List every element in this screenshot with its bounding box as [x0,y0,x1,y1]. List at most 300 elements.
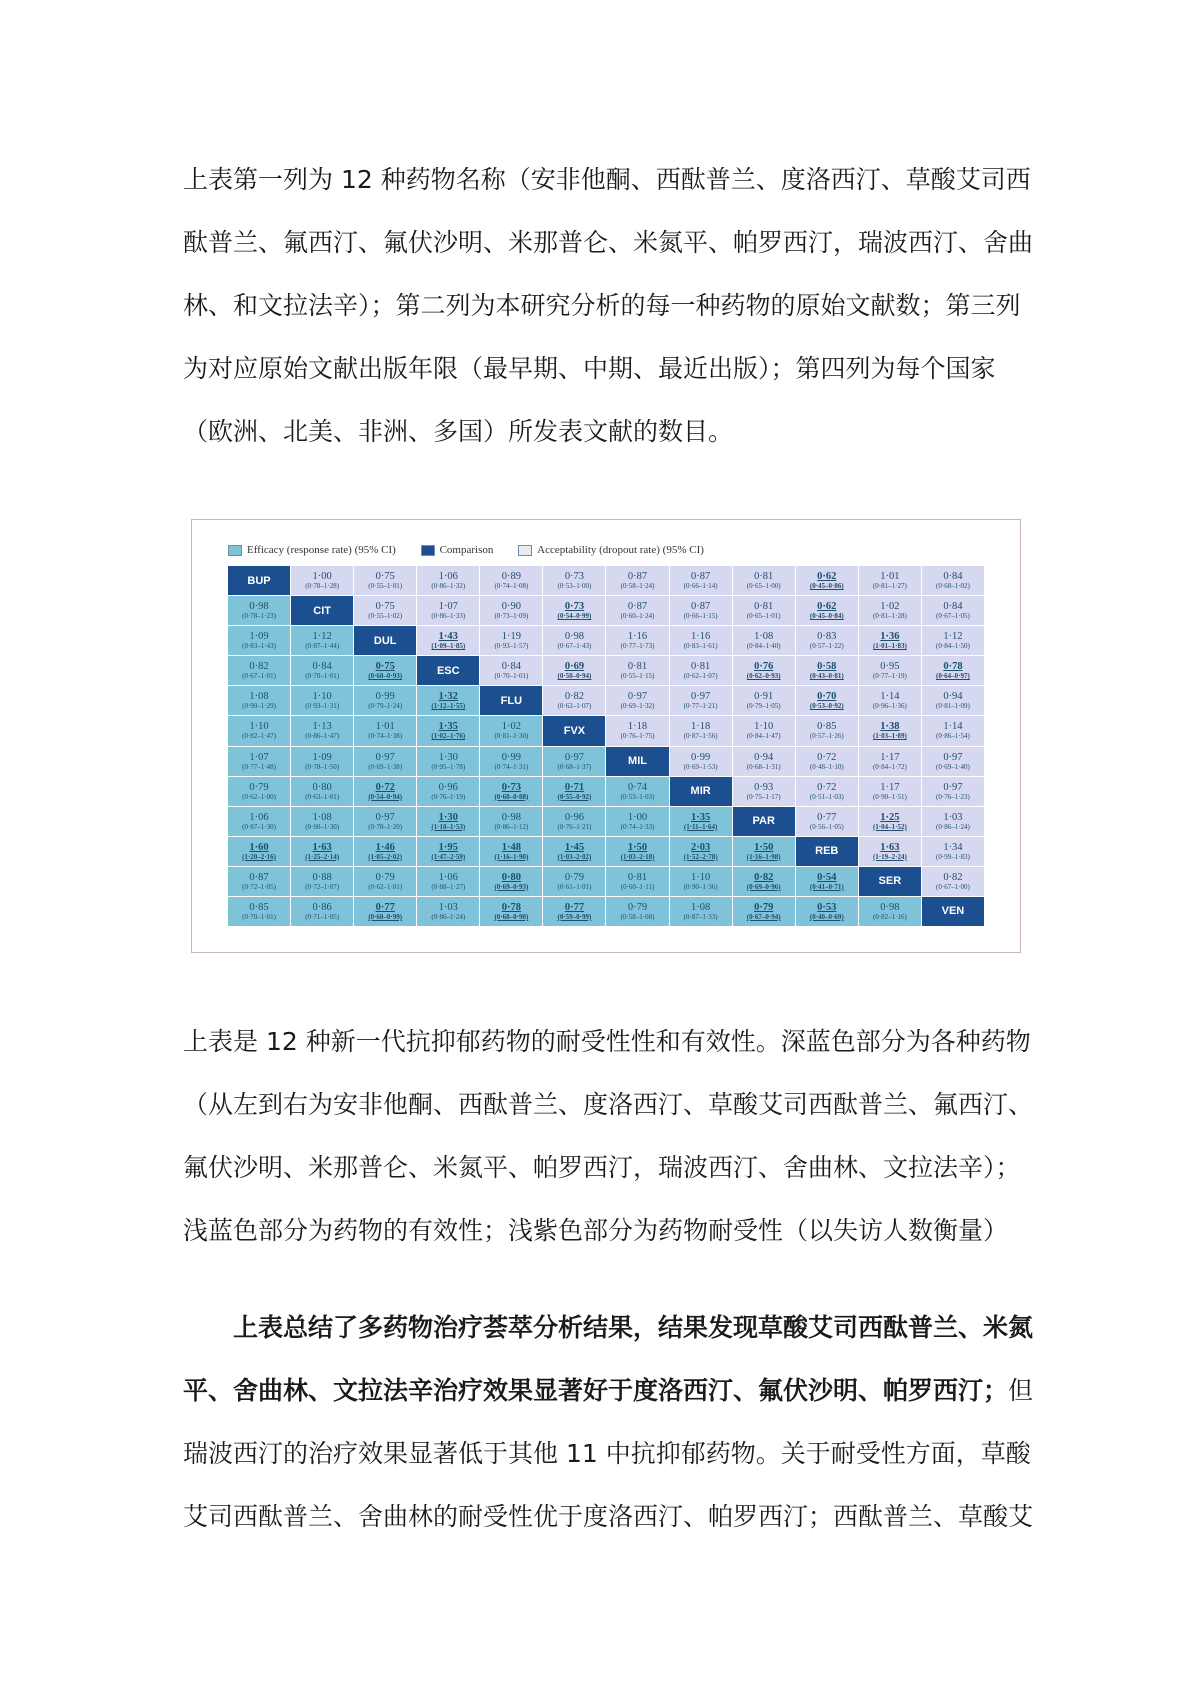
efficacy-cell [228,867,290,896]
efficacy-cell [670,807,732,836]
ratio-value: 1·95 [438,841,458,853]
acceptability-cell [670,596,732,625]
acceptability-cell [922,807,984,836]
ratio-value: 0·97 [627,691,648,703]
ratio-value: 1·06 [438,871,458,883]
confidence-interval: (0·45–0·86) [809,582,844,591]
drug-label-esc: ESC [417,656,479,685]
confidence-interval: (0·84–1·40) [746,642,781,651]
confidence-interval: (1·02–1·76) [431,732,466,741]
ratio-value: 1·63 [312,841,332,853]
confidence-interval: (0·66–1·15) [683,612,718,621]
efficacy-cell [543,867,605,896]
confidence-interval: (1·03–2·18) [620,852,655,861]
confidence-interval: (0·69–0·93) [494,882,529,891]
efficacy-cell [543,747,605,776]
acceptability-cell [480,596,542,625]
confidence-interval: (0·60–1·24) [620,612,655,621]
confidence-interval: (0·71–1·05) [305,912,340,921]
ratio-value: 1·35 [438,721,458,733]
confidence-interval: (0·69–1·40) [936,762,970,771]
text-line: 酞普兰、氟西汀、氟伏沙明、米那普仑、米氮平、帕罗西汀，瑞波西汀、舍曲 [183,228,1034,257]
confidence-interval: (0·69–1·53) [683,762,718,771]
acceptability-cell [606,626,668,655]
ratio-value: 1·35 [690,811,711,823]
efficacy-cell [480,897,542,926]
confidence-interval: (1·16–1·90) [494,852,529,861]
confidence-interval: (0·55–0·92) [557,792,592,801]
ratio-value: 0·84 [312,661,332,673]
ratio-value: 0·62 [817,571,837,583]
confidence-interval: (0·81–1·28) [872,612,907,621]
acceptability-cell [606,686,668,715]
ratio-value: 0·82 [564,691,585,703]
efficacy-cell [228,897,290,926]
acceptability-cell [922,686,984,715]
acceptability-cell [606,716,668,745]
ratio-value: 0·79 [249,781,269,793]
ratio-value: 1·12 [943,631,963,643]
ratio-value: 1·38 [880,721,900,733]
confidence-interval: (0·65–1·01) [746,612,781,621]
confidence-interval: (0·69–0·96) [746,882,781,891]
confidence-interval: (0·79–1·24) [368,702,403,711]
legend-swatch [518,545,532,556]
summary-paragraph [183,1296,1034,1548]
ratio-value: 1·17 [880,781,900,793]
acceptability-cell [922,777,984,806]
acceptability-cell [859,566,921,595]
acceptability-cell [670,747,732,776]
acceptability-cell [796,807,858,836]
ratio-value: 0·81 [754,601,774,613]
legend-label: Acceptability (dropout rate) (95% CI) [537,544,704,556]
confidence-interval: (0·54–0·94) [368,792,403,801]
confidence-interval: (0·78–1·50) [305,762,340,771]
ratio-value: 1·45 [564,841,585,853]
ratio-value: 1·34 [943,841,963,853]
ratio-value: 0·79 [627,901,648,913]
drug-label-mir: MIR [670,777,732,806]
acceptability-cell [543,596,605,625]
ratio-value: 1·09 [312,751,332,763]
confidence-interval: (0·83–1·43) [242,642,276,651]
confidence-interval: (1·10–1·53) [431,822,466,831]
ratio-value: 1·19 [501,631,521,643]
acceptability-cell [417,596,479,625]
ratio-value: 1·50 [754,841,774,853]
efficacy-cell [606,867,668,896]
ratio-value: 0·77 [817,811,837,823]
ratio-value: 0·74 [627,781,648,793]
confidence-interval: (0·58–1·24) [620,582,655,591]
confidence-interval: (1·16–1·98) [746,852,781,861]
text-line: 瑞波西汀的治疗效果显著低于其他 11 中抗抑郁药物。关于耐受性方面，草酸 [183,1439,1031,1468]
confidence-interval: (0·48–1·10) [809,762,844,771]
ratio-value: 0·85 [817,721,837,733]
efficacy-cell [291,867,353,896]
confidence-interval: (0·87–1·44) [305,642,340,651]
confidence-interval: (0·57–1·26) [809,732,844,741]
legend-label: Comparison [439,544,494,556]
confidence-interval: (0·40–0·69) [809,912,844,921]
acceptability-cell [859,747,921,776]
ratio-value: 0·84 [943,601,963,613]
acceptability-cell [606,656,668,685]
ratio-value: 1·48 [501,841,521,853]
text-line: （从左到右为安非他酮、西酞普兰、度洛西汀、草酸艾司西酞普兰、氟西汀、 [183,1090,1034,1119]
ratio-value: 1·30 [438,751,458,763]
text-line: 氟伏沙明、米那普仑、米氮平、帕罗西汀，瑞波西汀、舍曲林、文拉法辛）； [183,1153,1021,1182]
text-line: 为对应原始文献出版年限（最早期、中期、最近出版）；第四列为每个国家 [183,354,996,383]
confidence-interval: (0·65–1·00) [746,582,781,591]
ratio-value: 1·02 [880,601,900,613]
ratio-value: 0·54 [817,871,837,883]
efficacy-cell [291,747,353,776]
text-line: 浅蓝色部分为药物的有效性；浅紫色部分为药物耐受性（以失访人数衡量） [183,1216,1009,1245]
ratio-value: 1·10 [690,871,711,883]
confidence-interval: (0·86–1·54) [936,732,970,741]
ratio-value: 1·00 [627,811,648,823]
acceptability-cell [670,716,732,745]
ratio-value: 0·82 [754,871,774,883]
ratio-value: 0·81 [627,661,648,673]
efficacy-cell [859,897,921,926]
acceptability-cell [922,626,984,655]
acceptability-cell [859,716,921,745]
efficacy-cell [480,747,542,776]
text-line: 艾司西酞普兰、舍曲林的耐受性优于度洛西汀、帕罗西汀；西酞普兰、草酸艾 [183,1502,1034,1531]
acceptability-cell [922,716,984,745]
confidence-interval: (0·55–1·02) [368,612,403,621]
efficacy-cell [417,837,479,866]
confidence-interval: (0·74–1·31) [494,762,529,771]
acceptability-cell [543,626,605,655]
text-line: 上表是 12 种新一代抗抑郁药物的耐受性性和有效性。深蓝色部分为各种药物 [183,1027,1031,1056]
ratio-value: 0·79 [564,871,585,883]
ratio-value: 1·16 [690,631,711,643]
acceptability-cell [796,656,858,685]
confidence-interval: (0·62–1·00) [242,792,276,801]
confidence-interval: (0·70–1·01) [494,672,529,681]
confidence-interval: (0·67–1·00) [936,882,970,891]
confidence-interval: (0·68–1·02) [936,582,970,591]
ratio-value: 0·79 [754,901,774,913]
confidence-interval: (0·86–1·33) [431,612,466,621]
ratio-value: 0·72 [817,781,837,793]
efficacy-cell [291,777,353,806]
confidence-interval: (0·61–1·01) [557,882,592,891]
ratio-value: 0·53 [817,901,837,913]
confidence-interval: (0·82–1·16) [872,912,907,921]
confidence-interval: (0·62–0·93) [746,672,781,681]
confidence-interval: (0·74–1·08) [494,582,529,591]
efficacy-cell [480,837,542,866]
acceptability-cell [480,566,542,595]
confidence-interval: (0·43–0·81) [809,672,844,681]
confidence-interval: (0·84–1·72) [872,762,907,771]
efficacy-cell [291,686,353,715]
ratio-value: 0·87 [627,601,648,613]
ratio-value: 0·73 [564,571,585,583]
ratio-value: 0·77 [564,901,585,913]
confidence-interval: (0·81–1·27) [872,582,907,591]
ratio-value: 0·58 [817,661,837,673]
confidence-interval: (1·01–1·83) [872,642,907,651]
acceptability-cell [796,716,858,745]
confidence-interval: (1·19–2·24) [872,852,907,861]
ratio-value: 0·97 [943,751,963,763]
confidence-interval: (0·72–1·05) [242,882,276,891]
efficacy-cell [291,807,353,836]
efficacy-cell [228,596,290,625]
ratio-value: 0·89 [501,571,521,583]
ratio-value: 1·10 [312,691,332,703]
efficacy-cell [417,747,479,776]
confidence-interval: (0·67–1·05) [936,612,970,621]
legend-item-comparison [421,544,494,556]
ratio-value: 1·00 [312,571,332,583]
ratio-value: 0·73 [501,781,521,793]
confidence-interval: (0·41–0·71) [809,882,844,891]
confidence-interval: (0·88–1·27) [431,882,466,891]
ratio-value: 1·50 [627,841,648,853]
acceptability-cell [796,626,858,655]
ratio-value: 0·81 [690,661,711,673]
ratio-value: 1·08 [312,811,332,823]
efficacy-cell [733,897,795,926]
confidence-interval: (0·56–1·05) [809,822,844,831]
confidence-interval: (0·95–1·78) [431,762,466,771]
ratio-value: 1·03 [943,811,963,823]
efficacy-cell [228,686,290,715]
acceptability-cell [291,566,353,595]
ratio-value: 1·09 [249,631,269,643]
legend-item-acceptability [518,544,704,556]
text-line: 上表第一列为 12 种药物名称（安非他酮、西酞普兰、度洛西汀、草酸艾司西 [183,165,1031,194]
confidence-interval: (0·68–0·90) [494,912,529,921]
efficacy-cell [354,897,416,926]
ratio-value: 0·84 [943,571,963,583]
confidence-interval: (0·87–1·33) [683,912,718,921]
efficacy-cell [354,716,416,745]
efficacy-cell [291,626,353,655]
confidence-interval: (0·86–1·24) [431,912,466,921]
ratio-value: 0·85 [249,901,269,913]
ratio-value: 0·76 [754,661,774,673]
confidence-interval: (0·90–1·29) [242,702,276,711]
efficacy-cell [228,837,290,866]
confidence-interval: (0·77–1·73) [620,642,655,651]
confidence-interval: (0·81–1·30) [494,732,529,741]
confidence-interval: (0·62–1·07) [557,702,592,711]
efficacy-cell [543,837,605,866]
ratio-value: 0·95 [880,661,900,673]
acceptability-cell [922,867,984,896]
efficacy-cell [417,777,479,806]
bold-text: 平、舍曲林、文拉法辛治疗效果显著好于度洛西汀、氟伏沙明、帕罗西汀； [183,1376,1009,1405]
ratio-value: 1·06 [438,571,458,583]
acceptability-cell [859,656,921,685]
drug-label-dul: DUL [354,626,416,655]
confidence-interval: (0·76–1·75) [620,732,655,741]
confidence-interval: (0·84–1·47) [746,732,781,741]
efficacy-cell [606,837,668,866]
acceptability-cell [606,596,668,625]
acceptability-cell [670,566,732,595]
confidence-interval: (0·77–1·19) [872,672,907,681]
explanation-paragraph [183,1010,1034,1262]
acceptability-cell [606,566,668,595]
efficacy-cell [480,777,542,806]
confidence-interval: (0·67–1·43) [557,642,592,651]
confidence-interval: (0·76–1·23) [936,792,970,801]
acceptability-cell [733,566,795,595]
ratio-value: 0·62 [817,601,837,613]
acceptability-cell [859,777,921,806]
ratio-value: 0·87 [627,571,648,583]
efficacy-cell [480,807,542,836]
efficacy-cell [228,626,290,655]
text-line: 林、和文拉法辛）；第二列为本研究分析的每一种药物的原始文献数；第三列 [183,291,1021,320]
ratio-value: 0·81 [754,571,774,583]
ratio-value: 0·69 [564,661,585,673]
efficacy-cell [796,867,858,896]
confidence-interval: (0·74–1·38) [368,732,403,741]
ratio-value: 0·87 [690,601,711,613]
drug-label-mil: MIL [606,747,668,776]
intro-paragraph [183,148,1034,463]
acceptability-cell [733,596,795,625]
ratio-value: 0·91 [754,691,774,703]
confidence-interval: (0·78–1·20) [368,822,403,831]
efficacy-cell [606,777,668,806]
confidence-interval: (1·03–1·89) [872,732,907,741]
confidence-interval: (1·05–2·02) [368,852,403,861]
ratio-value: 0·80 [312,781,332,793]
ratio-value: 0·83 [817,631,837,643]
acceptability-cell [796,596,858,625]
ratio-value: 2·03 [690,841,711,853]
drug-label-ven: VEN [922,897,984,926]
confidence-interval: (0·51–1·03) [809,792,844,801]
ratio-value: 1·18 [690,721,711,733]
drug-label-cit: CIT [291,596,353,625]
confidence-interval: (0·68–1·37) [557,762,592,771]
confidence-interval: (0·55–1·15) [620,672,655,681]
efficacy-cell [291,716,353,745]
confidence-interval: (0·62–1·01) [368,882,403,891]
acceptability-cell [859,596,921,625]
confidence-interval: (0·60–0·99) [368,912,403,921]
efficacy-cell [291,837,353,866]
efficacy-cell [228,716,290,745]
text-line: （欧洲、北美、非洲、多国）所发表文献的数目。 [183,417,734,446]
acceptability-cell [796,566,858,595]
efficacy-cell [354,807,416,836]
confidence-interval: (0·73–1·09) [494,612,529,621]
ratio-value: 1·36 [880,631,900,643]
confidence-interval: (0·53–0·92) [809,702,844,711]
ratio-value: 0·87 [249,871,269,883]
ratio-value: 1·12 [312,631,332,643]
league-table-figure [191,519,1021,953]
confidence-interval: (0·84–1·50) [936,642,970,651]
ratio-value: 0·93 [754,781,774,793]
acceptability-cell [796,747,858,776]
efficacy-cell [670,837,732,866]
text-line-bold: 上表总结了多药物治疗荟萃分析结果，结果发现草酸艾司西酞普兰、米氮 [233,1313,1034,1342]
acceptability-cell [922,747,984,776]
legend-item-efficacy [228,544,396,556]
drug-label-par: PAR [733,807,795,836]
confidence-interval: (0·53–1·03) [620,792,655,801]
acceptability-cell [859,837,921,866]
confidence-interval: (0·69–1·38) [368,762,403,771]
ratio-value: 1·14 [943,721,963,733]
ratio-value: 0·90 [501,601,521,613]
confidence-interval: (0·78–1·23) [242,612,276,621]
acceptability-cell [859,626,921,655]
confidence-interval: (0·54–0·99) [557,612,592,621]
efficacy-cell [543,897,605,926]
confidence-interval: (0·53–1·00) [557,582,592,591]
acceptability-cell [417,566,479,595]
ratio-value: 1·25 [880,811,900,823]
acceptability-cell [922,596,984,625]
legend-label: Efficacy (response rate) (95% CI) [247,544,396,556]
efficacy-cell [228,777,290,806]
confidence-interval: (0·77–1·48) [242,762,276,771]
confidence-interval: (1·11–1·64) [683,822,718,831]
efficacy-cell [480,867,542,896]
ratio-value: 1·18 [627,721,648,733]
acceptability-cell [670,686,732,715]
confidence-interval: (0·63–1·01) [305,792,340,801]
legend-swatch [421,545,435,556]
confidence-interval: (0·76–1·19) [431,792,466,801]
confidence-interval: (0·66–1·14) [683,582,718,591]
efficacy-cell [228,747,290,776]
ratio-value: 1·07 [249,751,269,763]
efficacy-cell [543,777,605,806]
acceptability-cell [480,656,542,685]
confidence-interval: (0·50–0·94) [557,672,592,681]
efficacy-cell [354,747,416,776]
figure-legend [228,544,726,556]
confidence-interval: (0·55–1·01) [368,582,403,591]
ratio-value: 0·96 [564,811,585,823]
confidence-interval: (1·52–2·78) [683,852,718,861]
efficacy-cell [417,897,479,926]
efficacy-cell [417,686,479,715]
ratio-value: 0·94 [754,751,774,763]
ratio-value: 1·30 [438,811,458,823]
efficacy-cell [670,897,732,926]
confidence-interval: (0·58–1·08) [620,912,655,921]
efficacy-cell [480,716,542,745]
drug-label-flu: FLU [480,686,542,715]
acceptability-cell [543,656,605,685]
efficacy-cell [733,867,795,896]
confidence-interval: (1·04–1·52) [872,822,907,831]
ratio-value: 0·84 [501,661,521,673]
ratio-value: 0·82 [943,871,963,883]
ratio-value: 1·13 [312,721,332,733]
ratio-value: 0·79 [375,871,395,883]
acceptability-cell [417,626,479,655]
efficacy-cell [354,777,416,806]
